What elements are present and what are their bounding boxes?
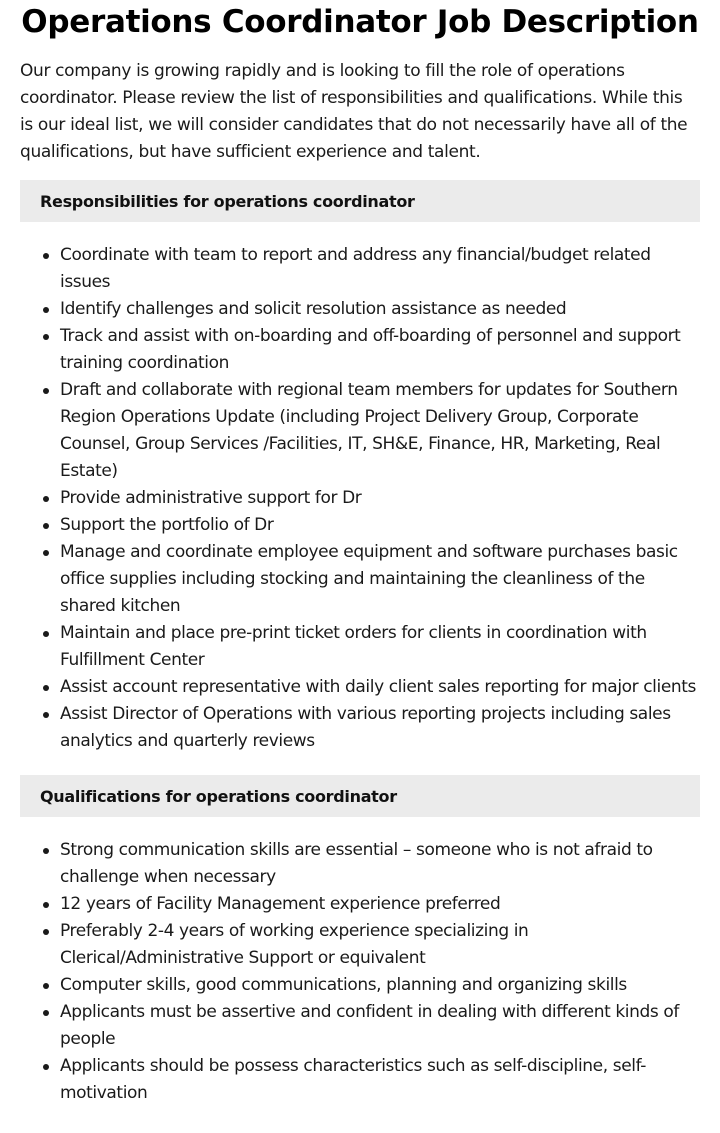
- responsibilities-heading: Responsibilities for operations coordinator: [40, 191, 415, 211]
- intro-paragraph: Our company is growing rapidly and is looking to fill the role of operations coordinator. Please review the list of responsibilities and qualifications. While this is our ideal list, we will consider candidates that do not necessarily have all of the qualifications, but have sufficient experience and talent.: [20, 61, 688, 162]
- qualification-item: Applicants must be assertive and confident in dealing with different kinds of people: [60, 999, 700, 1053]
- qualification-item: 12 years of Facility Management experience preferred: [60, 891, 700, 918]
- qualification-item: Strong communication skills are essential – someone who is not afraid to challenge when necessary: [60, 837, 700, 891]
- responsibility-item: Coordinate with team to report and address any financial/budget related issues: [60, 242, 700, 296]
- responsibility-item: Draft and collaborate with regional team members for updates for Southern Region Operations Update (including Project Delivery Group, Corporate Counsel, Group Services /Facilities, IT, SH&E, Finance, HR, Marketing, Real Estate): [60, 377, 700, 485]
- qualifications-heading: Qualifications for operations coordinator: [40, 786, 397, 806]
- qualification-item: Computer skills, good communications, planning and organizing skills: [60, 972, 700, 999]
- responsibility-item: Identify challenges and solicit resolution assistance as needed: [60, 296, 700, 323]
- responsibility-item: Manage and coordinate employee equipment and software purchases basic office supplies including stocking and maintaining the cleanliness of the shared kitchen: [60, 539, 700, 620]
- qualification-item: Applicants should be possess characteristics such as self-discipline, self-motivation: [60, 1053, 700, 1107]
- responsibility-item: Track and assist with on-boarding and off-boarding of personnel and support training coordination: [60, 323, 700, 377]
- responsibility-item: Support the portfolio of Dr: [60, 512, 700, 539]
- responsibility-item: Assist account representative with daily client sales reporting for major clients: [60, 674, 700, 701]
- qualifications-header: [20, 775, 700, 817]
- responsibility-item: Maintain and place pre-print ticket orders for clients in coordination with Fulfillment Center: [60, 620, 700, 674]
- responsibility-item: Provide administrative support for Dr: [60, 485, 700, 512]
- responsibilities-list: [20, 242, 700, 755]
- responsibilities-header: [20, 180, 700, 222]
- qualification-item: Preferably 2-4 years of working experience specializing in Clerical/Administrative Support or equivalent: [60, 918, 700, 972]
- qualifications-list: [20, 837, 700, 1107]
- responsibility-item: Assist Director of Operations with various reporting projects including sales analytics and quarterly reviews: [60, 701, 700, 755]
- page-title: Operations Coordinator Job Description: [21, 4, 699, 40]
